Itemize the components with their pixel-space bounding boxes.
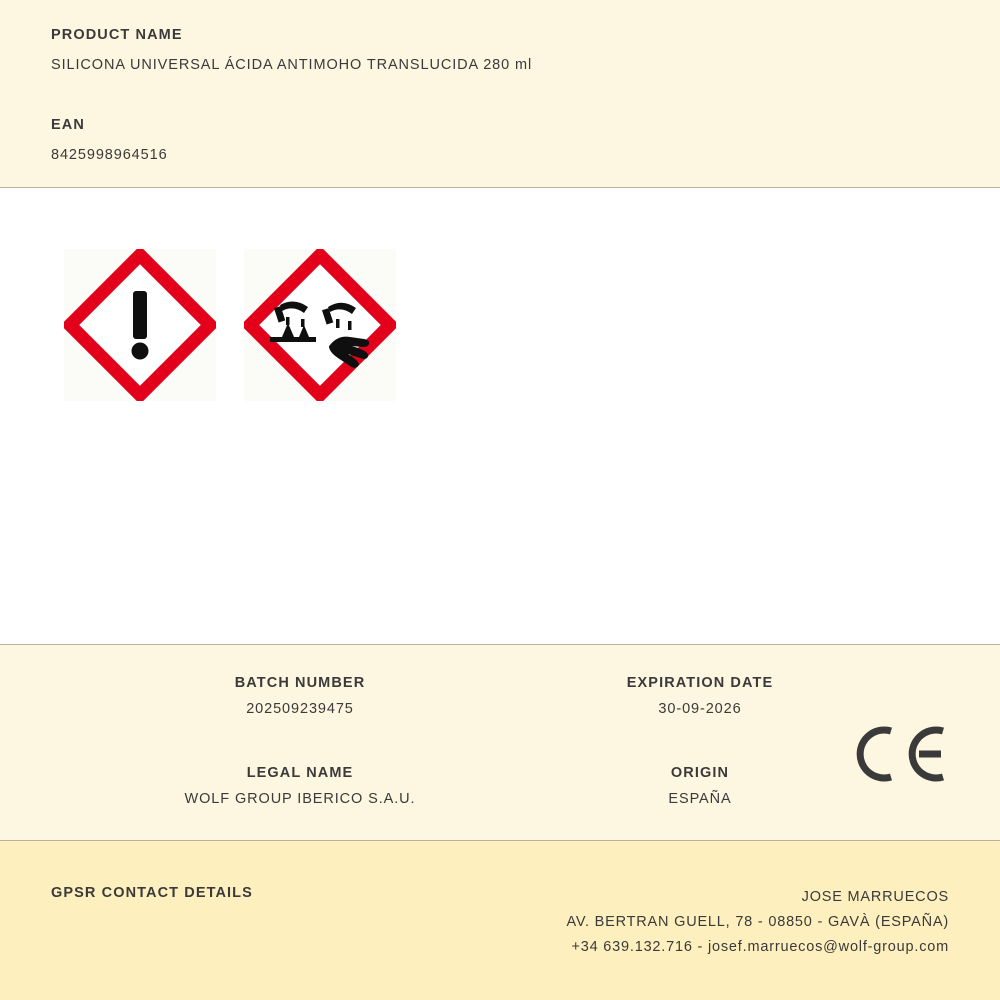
gpsr-section (0, 841, 1000, 1000)
gpsr-contact-details (566, 885, 949, 960)
legal-name-value: WOLF GROUP IBERICO S.A.U. (184, 791, 416, 807)
product-name-value: SILICONA UNIVERSAL ÁCIDA ANTIMOHO TRANSLUCIDA 280 ml (51, 57, 533, 73)
expiration-date-label: EXPIRATION DATE (626, 675, 774, 691)
gpsr-contact-label: GPSR CONTACT DETAILS (51, 885, 253, 901)
ghs07-exclamation-mark-icon (64, 249, 216, 401)
gpsr-contact-address: AV. BERTRAN GUELL, 78 - 08850 - GAVÀ (ESPAÑA) (566, 914, 949, 930)
header-section (0, 0, 1000, 188)
expiration-date-value: 30-09-2026 (658, 701, 742, 717)
batch-number-label: BATCH NUMBER (234, 675, 366, 691)
batch-number-value: 202509239475 (246, 701, 354, 717)
legal-name-cell (150, 765, 450, 807)
ce-marking-icon (855, 723, 950, 785)
origin-label: ORIGIN (670, 765, 730, 781)
legal-name-label: LEGAL NAME (246, 765, 354, 781)
hazard-pictogram-area (0, 189, 1000, 644)
batch-number-cell (150, 675, 450, 717)
gpsr-contact-phone-email: +34 639.132.716 - josef.marruecos@wolf-group.com (571, 939, 949, 955)
origin-cell (550, 765, 850, 807)
origin-value: ESPAÑA (668, 791, 732, 807)
ean-label: EAN (51, 117, 85, 133)
batch-details-section (0, 644, 1000, 841)
ean-value: 8425998964516 (51, 147, 168, 163)
product-name-label: PRODUCT NAME (51, 27, 183, 43)
ghs05-corrosion-icon (244, 249, 396, 401)
expiration-date-cell (550, 675, 850, 717)
gpsr-contact-name: JOSE MARRUECOS (801, 889, 949, 905)
